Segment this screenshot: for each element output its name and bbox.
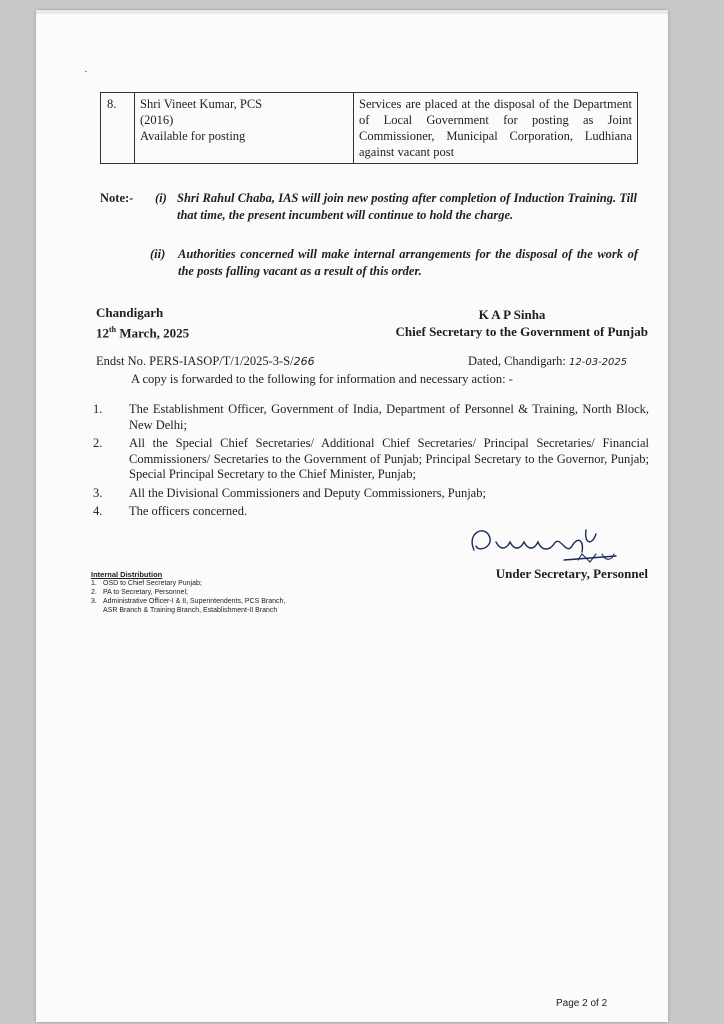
dated-handwritten: 12-03-2025 [569,357,628,368]
list-item [93,402,649,433]
posting-description: Services are placed at the disposal of the Department of Local Government for posting as Joint Commissioner, Municipal Corporation, Ludhiana against vacant post [354,93,638,164]
copy-recipient-list [93,402,649,523]
list-item [91,588,285,597]
list-text: All the Divisional Commissioners and Deputy Commissioners, Punjab; [129,485,486,500]
issue-date-suffix: th [109,325,117,334]
row-number: 8. [101,93,135,164]
list-index: 1. [91,580,97,587]
page-number: Page 2 of 2 [556,998,608,1009]
note-item [150,246,638,280]
issue-place-date [96,304,189,341]
endorsement-number [96,354,315,369]
dated-prefix: Dated, Chandigarh: [468,354,570,368]
list-item [93,504,649,520]
officer-status: Available for posting [140,129,246,143]
endorsement-prefix: Endst No. PERS-IASOP/T/1/2025-3-S/ [96,354,294,368]
list-text: Administrative Officer-I & II, Superintendents, PCS Branch, [103,598,286,605]
handwritten-signature [456,520,626,570]
officer-cell [135,93,354,164]
note-label: Note:- [100,191,134,205]
list-text: The officers concerned. [129,504,248,518]
list-item [91,579,285,588]
endorsement-handwritten-number: 266 [293,355,315,368]
note-index: (ii) [150,247,166,261]
document-page [36,10,668,1022]
forwarding-intro: A copy is forwarded to the following for information and necessary action: - [131,372,513,386]
list-text: PA to Secretary, Personnel; [103,589,188,596]
note-text: Shri Rahul Chaba, IAS will join new posting after completion of Induction Training. Till that time, the present incumbent will continue to hold the charge. [177,191,637,222]
officer-name: Shri Vineet Kumar, PCS [140,97,263,111]
list-item [93,486,649,502]
signatory-name: K A P Sinha [478,307,546,322]
signatory-designation: Chief Secretary to the Government of Punjab [395,324,648,339]
list-text: OSD to Chief Secretary Punjab; [103,580,202,587]
endorsement-dated [468,354,627,369]
list-text-continued: ASR Branch & Training Branch, Establishment-II Branch [103,607,278,614]
table-row [101,93,638,164]
issue-date-day: 12 [96,325,109,341]
list-index: 2. [93,436,103,450]
officer-batch: (2016) [140,113,174,127]
note-item [155,190,637,224]
list-index: 3. [93,485,103,500]
posting-table [100,92,638,164]
stray-ink-mark: · [84,66,88,78]
signatory-block [336,306,648,340]
internal-distribution-heading: Internal Distribution [91,570,163,579]
under-secretary-designation: Under Secretary, Personnel [495,566,648,581]
list-text: The Establishment Officer, Government of India, Department of Personnel & Training, North Block, New Delhi; [129,402,649,432]
list-index: 2. [91,589,97,596]
list-index: 1. [93,402,103,416]
issue-date-rest: March, 2025 [116,325,190,341]
issue-date [96,321,189,341]
note-text: Authorities concerned will make internal arrangements for the disposal of the work of the posts falling vacant as a result of this order. [178,247,638,278]
list-index: 4. [93,504,103,518]
scan-top-band [36,10,668,14]
internal-distribution [91,570,285,615]
list-index: 3. [91,598,97,605]
list-item [91,597,285,615]
issue-place: Chandigarh [96,305,164,320]
list-item [93,436,649,483]
list-text: All the Special Chief Secretaries/ Additional Chief Secretaries/ Principal Secretaries/ Financial Commissioners/ Secretaries to the Government of Punjab; Principal Secretary to the Governor, Punjab; Special Principal Secretary to the Chief Minister, Punjab; [129,436,649,481]
note-index: (i) [155,191,167,205]
